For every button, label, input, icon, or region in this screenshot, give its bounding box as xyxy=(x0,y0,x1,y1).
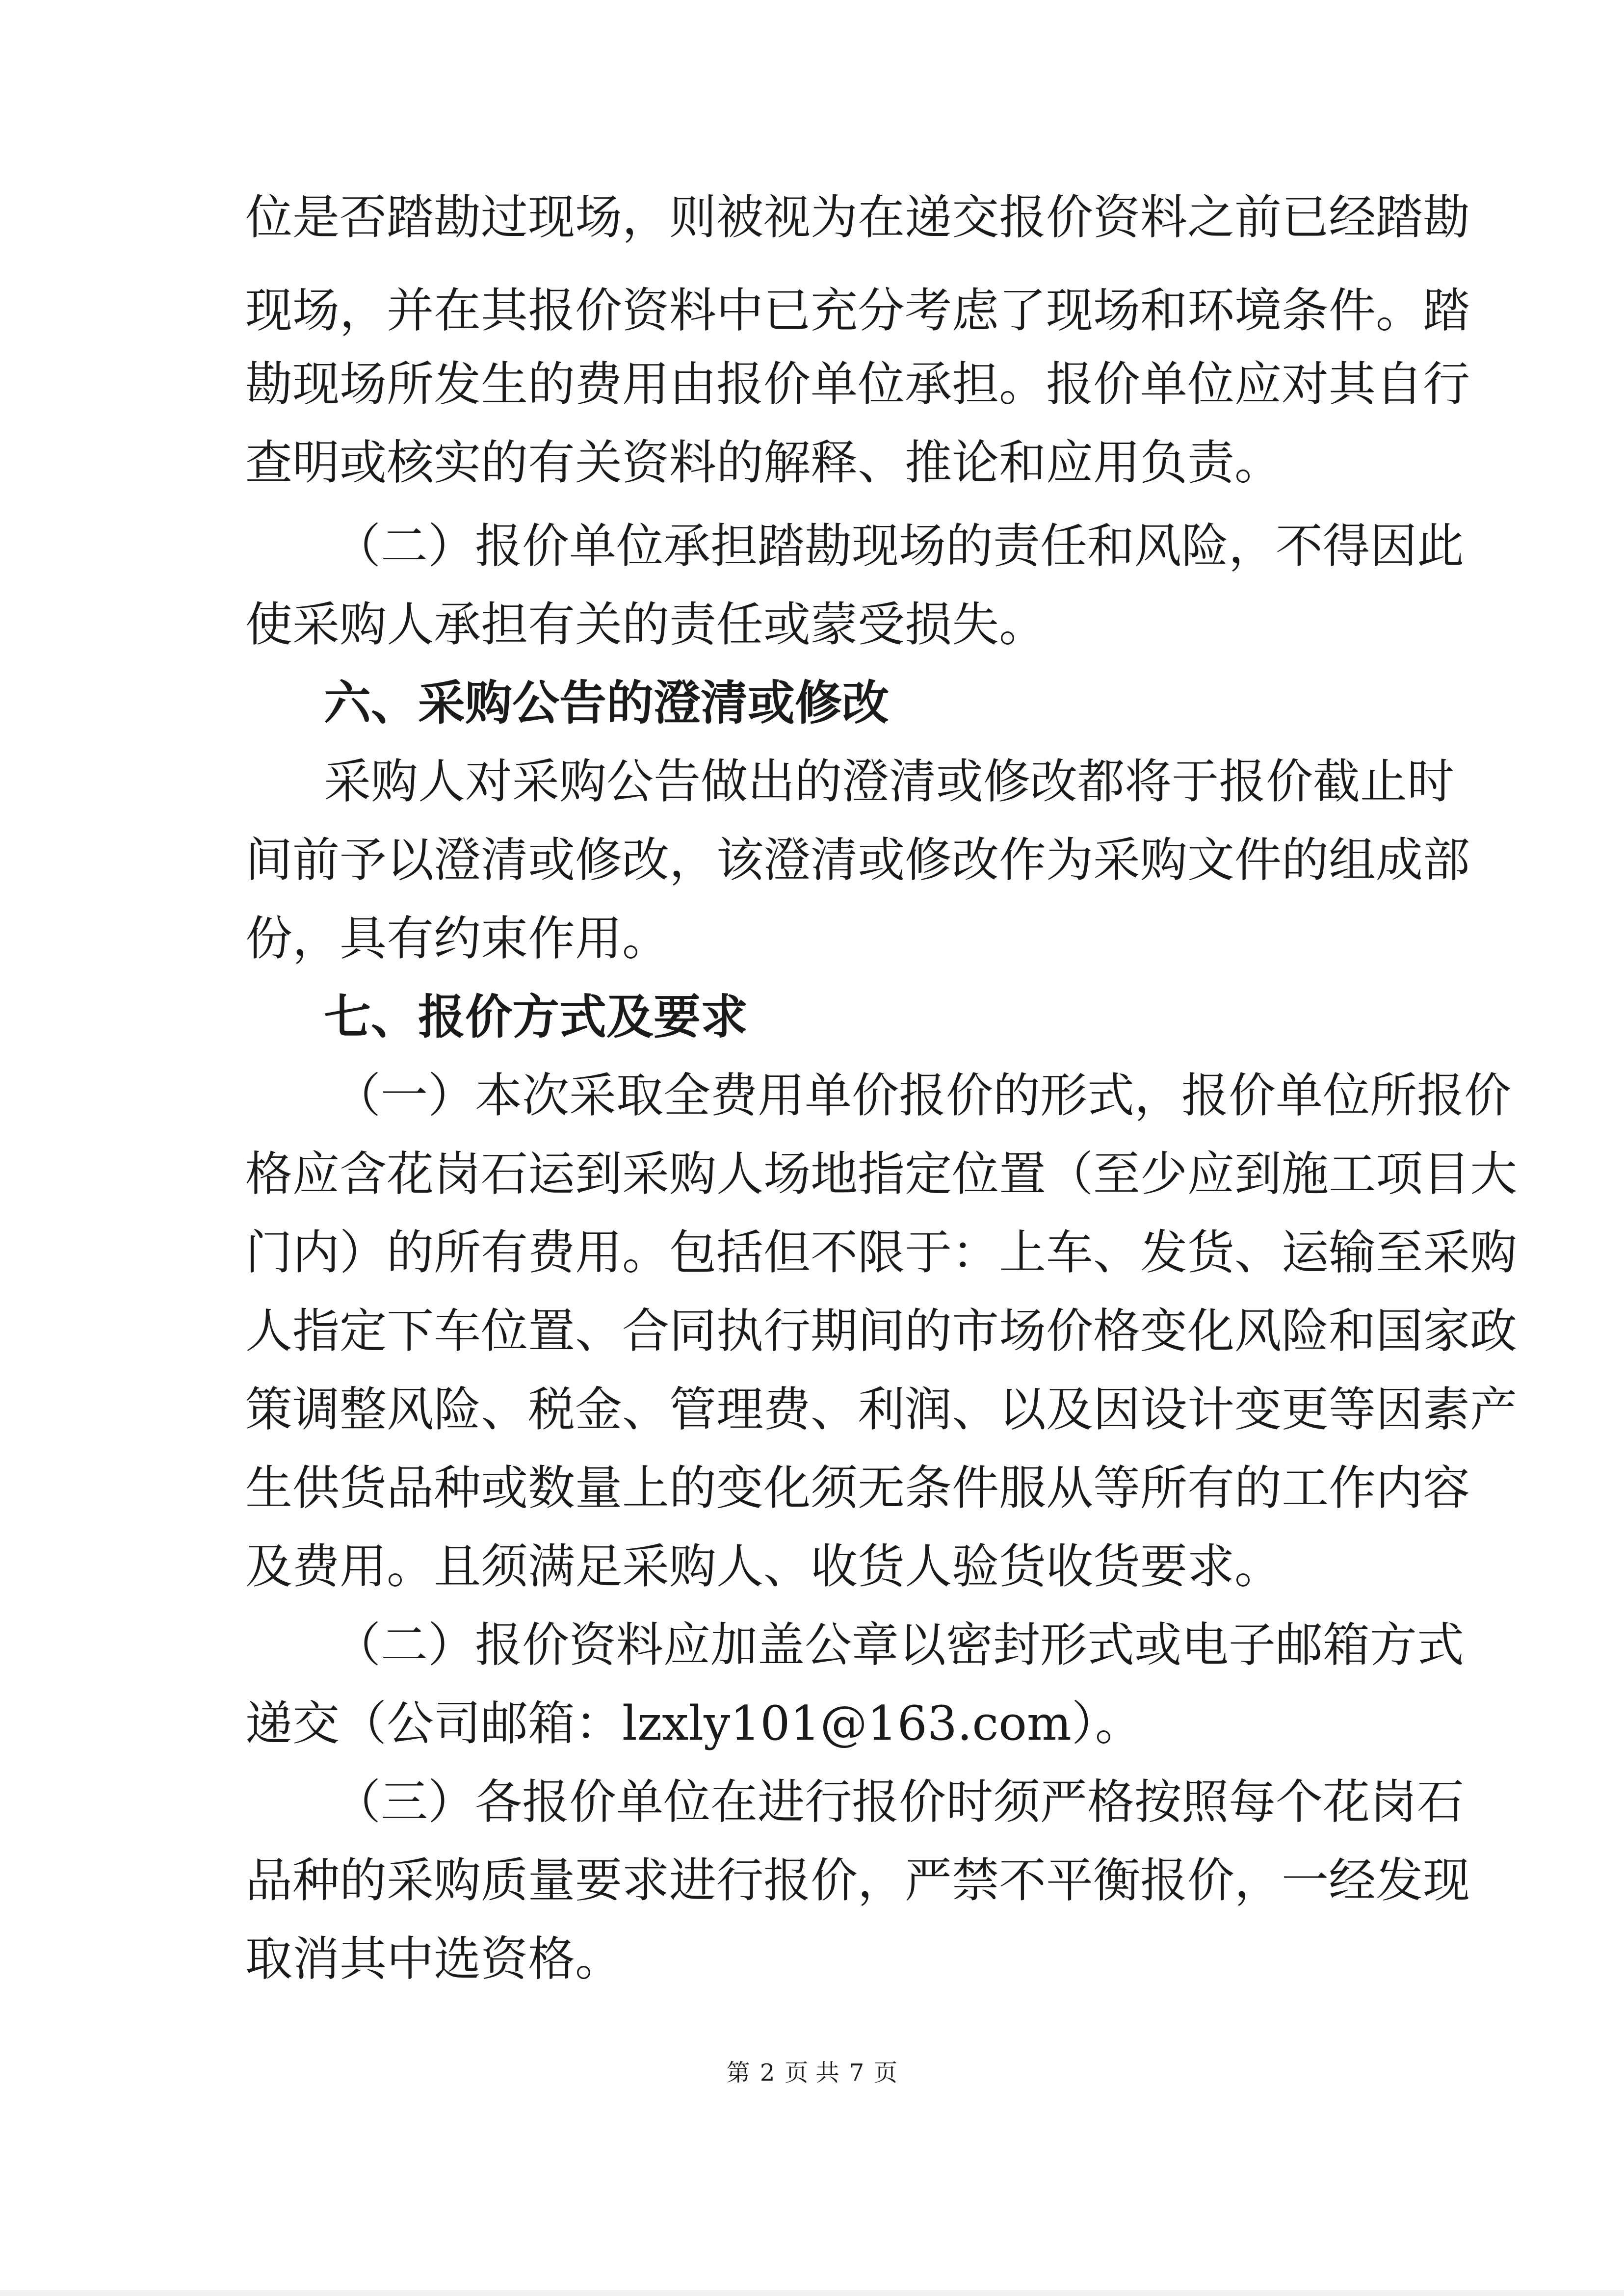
paragraph-line: 及费用。且须满足采购人、收货人验货收货要求。 xyxy=(245,1539,1282,1594)
paragraph-line: 勘现场所发生的费用由报价单位承担。报价单位应对其自行 xyxy=(245,357,1470,412)
paragraph-line: 策调整风险、税金、管理费、利润、以及因设计变更等因素产 xyxy=(245,1382,1517,1437)
footer-middle: 页 共 xyxy=(785,2059,839,2087)
paragraph-line: 份，具有约束作用。 xyxy=(245,911,669,966)
paragraph-line: 格应含花岗石运到采购人场地指定位置（至少应到施工项目大 xyxy=(245,1147,1517,1201)
paragraph-line: 生供货品种或数量上的变化须无条件服从等所有的工作内容 xyxy=(245,1461,1470,1515)
paragraph-line: （二）报价资料应加盖公章以密封形式或电子邮箱方式 xyxy=(334,1618,1464,1672)
paragraph-line: 采购人对采购公告做出的澄清或修改都将于报价截止时 xyxy=(324,754,1454,809)
paragraph-line: （三）各报价单位在进行报价时须严格按照每个花岗石 xyxy=(334,1774,1464,1829)
paragraph-line: 位是否踏勘过现场，则被视为在递交报价资料之前已经踏勘 xyxy=(245,190,1470,245)
paragraph-line: 门内）的所有费用。包括但不限于：上车、发货、运输至采购 xyxy=(245,1225,1517,1280)
paragraph-line: （一）本次采取全费用单价报价的形式，报价单位所报价 xyxy=(334,1068,1511,1123)
section-heading-7: 七、报价方式及要求 xyxy=(324,990,748,1044)
footer-suffix: 页 xyxy=(874,2059,898,2087)
paragraph-line: （二）报价单位承担踏勘现场的责任和风险，不得因此 xyxy=(334,519,1464,574)
paragraph-line: 查明或核实的有关资料的解释、推论和应用负责。 xyxy=(245,435,1282,490)
paragraph-line: 现场，并在其报价资料中已充分考虑了现场和环境条件。踏 xyxy=(245,283,1470,338)
section-heading-6: 六、采购公告的澄清或修改 xyxy=(324,676,889,731)
paragraph-line: 间前予以澄清或修改，该澄清或修改作为采购文件的组成部 xyxy=(245,833,1470,887)
paragraph-line: 品种的采购质量要求进行报价，严禁不平衡报价，一经发现 xyxy=(245,1853,1470,1908)
paragraph-line: 取消其中选资格。 xyxy=(245,1931,622,1986)
scan-bottom-edge xyxy=(0,2290,1624,2296)
paragraph-line: 递交（公司邮箱：lzxly101@163.com）。 xyxy=(245,1696,1142,1751)
paragraph-line: 使采购人承担有关的责任或蒙受损失。 xyxy=(245,597,1046,652)
footer-current-page: 2 xyxy=(760,2059,775,2087)
footer-total-pages: 7 xyxy=(849,2059,864,2087)
paragraph-line: 人指定下车位置、合同执行期间的市场价格变化风险和国家政 xyxy=(245,1304,1517,1358)
footer-prefix: 第 xyxy=(726,2059,750,2087)
page-number-footer xyxy=(0,2058,1624,2087)
